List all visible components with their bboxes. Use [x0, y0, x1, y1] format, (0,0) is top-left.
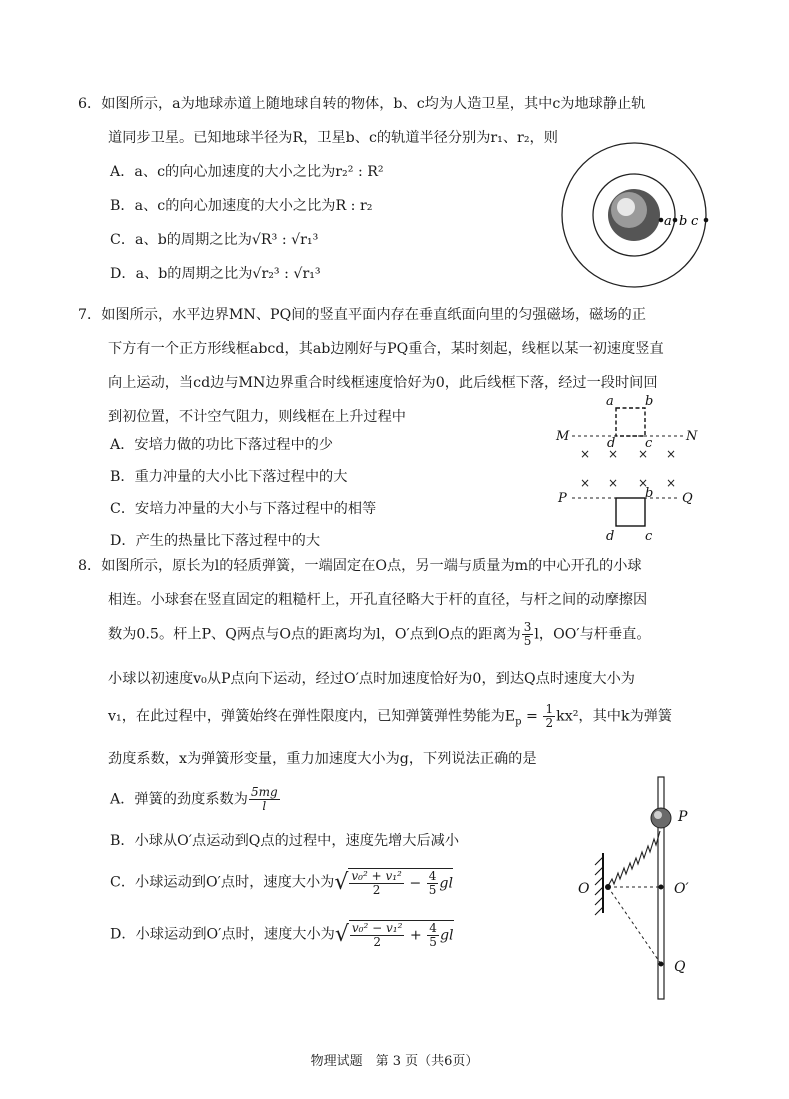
ball-icon: [651, 808, 671, 828]
q6-option-d: D．a、b的周期之比为√r₂³ : √r₁³: [110, 266, 321, 282]
svg-text:c: c: [645, 436, 653, 451]
q6-orbit-figure: [555, 140, 715, 290]
svg-text:c: c: [645, 529, 653, 544]
q8-option-b: B．小球从O′点运动到Q点的过程中，速度先增大后减小: [110, 833, 460, 849]
coil-initial: [616, 498, 645, 526]
svg-text:M: M: [556, 429, 570, 444]
svg-text:P: P: [558, 491, 567, 506]
q8-option-a: A．弹簧的劲度系数为 $\frac{5mg}{l}$: [110, 785, 278, 813]
q8-line6: 劲度系数，x为弹簧形变量，重力加速度大小为g，下列说法正确的是: [108, 751, 537, 767]
q7-option-b: B．重力冲量的大小比下落过程中的大: [110, 469, 348, 485]
q8-spring-rod-figure: [570, 775, 710, 1005]
q6-number: 6．: [78, 96, 102, 112]
svg-text:×: ×: [638, 476, 649, 490]
point-o: [605, 884, 611, 890]
q7-option-c: C．安培力冲量的大小与下落过程中的相等: [110, 501, 377, 517]
svg-text:c: c: [691, 214, 699, 229]
svg-text:P: P: [678, 809, 688, 825]
svg-text:d: d: [607, 436, 616, 451]
q8-line2: 相连。小球套在竖直固定的粗糙杆上，开孔直径略大于杆的直径，与杆之间的动摩擦因: [108, 592, 648, 608]
page-footer: 物理试题 第 3 页（共6页）: [310, 1054, 479, 1069]
sqrt-expression-c: √ $\frac{\text{v₀² + v₁²}}{2}$ − $\frac{4}{5}$ gl: [334, 869, 454, 897]
svg-text:N: N: [686, 429, 698, 444]
point-o-prime: [659, 885, 664, 890]
q8-line5: v₁，在此过程中，弹簧始终在弹性限度内，已知弹簧弹性势能为$E_p$ = $\frac{1}{2}$ kx²，其中k为弹簧: [108, 702, 673, 730]
svg-text:b: b: [645, 394, 654, 409]
q6-line1: 6．如图所示，a为地球赤道上随地球自转的物体，b、c均为人造卫星，其中c为地球静止轨: [78, 96, 646, 112]
svg-text:O: O: [578, 881, 590, 897]
q8-number: 8．: [78, 558, 102, 574]
fraction-5mg-l: $\frac{5mg}{l}$: [250, 785, 278, 813]
q7-magnetic-field-figure: [550, 390, 710, 545]
svg-text:×: ×: [666, 476, 677, 490]
q7-option-a: A．安培力做的功比下落过程中的少: [110, 437, 334, 453]
svg-text:d: d: [606, 529, 615, 544]
svg-text:a: a: [606, 394, 614, 409]
svg-text:×: ×: [580, 476, 591, 490]
q7-line4: 到初位置，不计空气阻力，则线框在上升过程中: [108, 409, 406, 425]
svg-text:×: ×: [608, 447, 619, 461]
svg-text:×: ×: [608, 476, 619, 490]
q7-option-d: D．产生的热量比下落过程中的大: [110, 533, 321, 549]
point-c: [704, 218, 709, 223]
q6-option-c: C．a、b的周期之比为√R³ : √r₁³: [110, 232, 319, 248]
svg-text:a: a: [664, 214, 672, 229]
coil-top-dashed: [616, 408, 645, 436]
q6-option-b: B．a、c的向心加速度的大小之比为R : r₂: [110, 198, 373, 214]
fraction-1-2: $\frac{1}{2}$: [545, 702, 554, 730]
spring: [608, 831, 660, 886]
fraction-3-5: $\frac{3}{5}$: [523, 620, 532, 648]
q8-option-c: C．小球运动到O′点时，速度大小为√ $\frac{\text{v₀² + v₁²}}{2}$ − $\frac{4}{5}$ gl: [110, 869, 454, 897]
point-a: [659, 218, 664, 223]
q8-line1: 8．如图所示，原长为l的轻质弹簧，一端固定在O点，另一端与质量为m的中心开孔的小球: [78, 558, 642, 574]
svg-text:b: b: [645, 486, 654, 501]
svg-text:O′: O′: [674, 881, 689, 897]
q6-option-a: A．a、c的向心加速度的大小之比为r₂² : R²: [110, 164, 384, 180]
q8-line3: 数为0.5。杆上P、Q两点与O点的距离均为l，O′点到O点的距离为 $\frac{3}{5}$ l，OO′与杆垂直。: [108, 620, 651, 648]
q7-number: 7．: [78, 307, 102, 323]
q7-line2: 下方有一个正方形线框abcd，其ab边刚好与PQ重合，某时刻起，线框以某一初速度竖直: [108, 341, 664, 357]
svg-text:×: ×: [580, 447, 591, 461]
svg-text:Q: Q: [674, 959, 686, 975]
svg-text:×: ×: [638, 447, 649, 461]
q7-line3: 向上运动，当cd边与MN边界重合时线框速度恰好为0，此后线框下落，经过一段时间回: [108, 375, 658, 391]
q7-line1: 7．如图所示，水平边界MN、PQ间的竖直平面内存在垂直纸面向里的匀强磁场，磁场的正: [78, 307, 646, 323]
svg-text:Q: Q: [682, 491, 693, 506]
q8-option-d: D．小球运动到O′点时，速度大小为√ $\frac{\text{v₀² − v₁²}}{2}$ + $\frac{4}{5}$ gl: [110, 921, 454, 949]
sqrt-expression-d: √ $\frac{\text{v₀² − v₁²}}{2}$ + $\frac{4}{5}$ gl: [334, 921, 454, 949]
point-q: [659, 962, 664, 967]
point-b: [673, 218, 678, 223]
svg-text:b: b: [679, 214, 688, 229]
field-crosses: [580, 447, 676, 490]
svg-text:×: ×: [666, 447, 677, 461]
q8-line4: 小球以初速度v₀从P点向下运动，经过O′点时加速度恰好为0，到达Q点时速度大小为: [108, 671, 635, 687]
q6-line2: 道同步卫星。已知地球半径为R，卫星b、c的轨道半径分别为r₁、r₂，则: [108, 130, 558, 146]
oq-line: [608, 887, 661, 964]
